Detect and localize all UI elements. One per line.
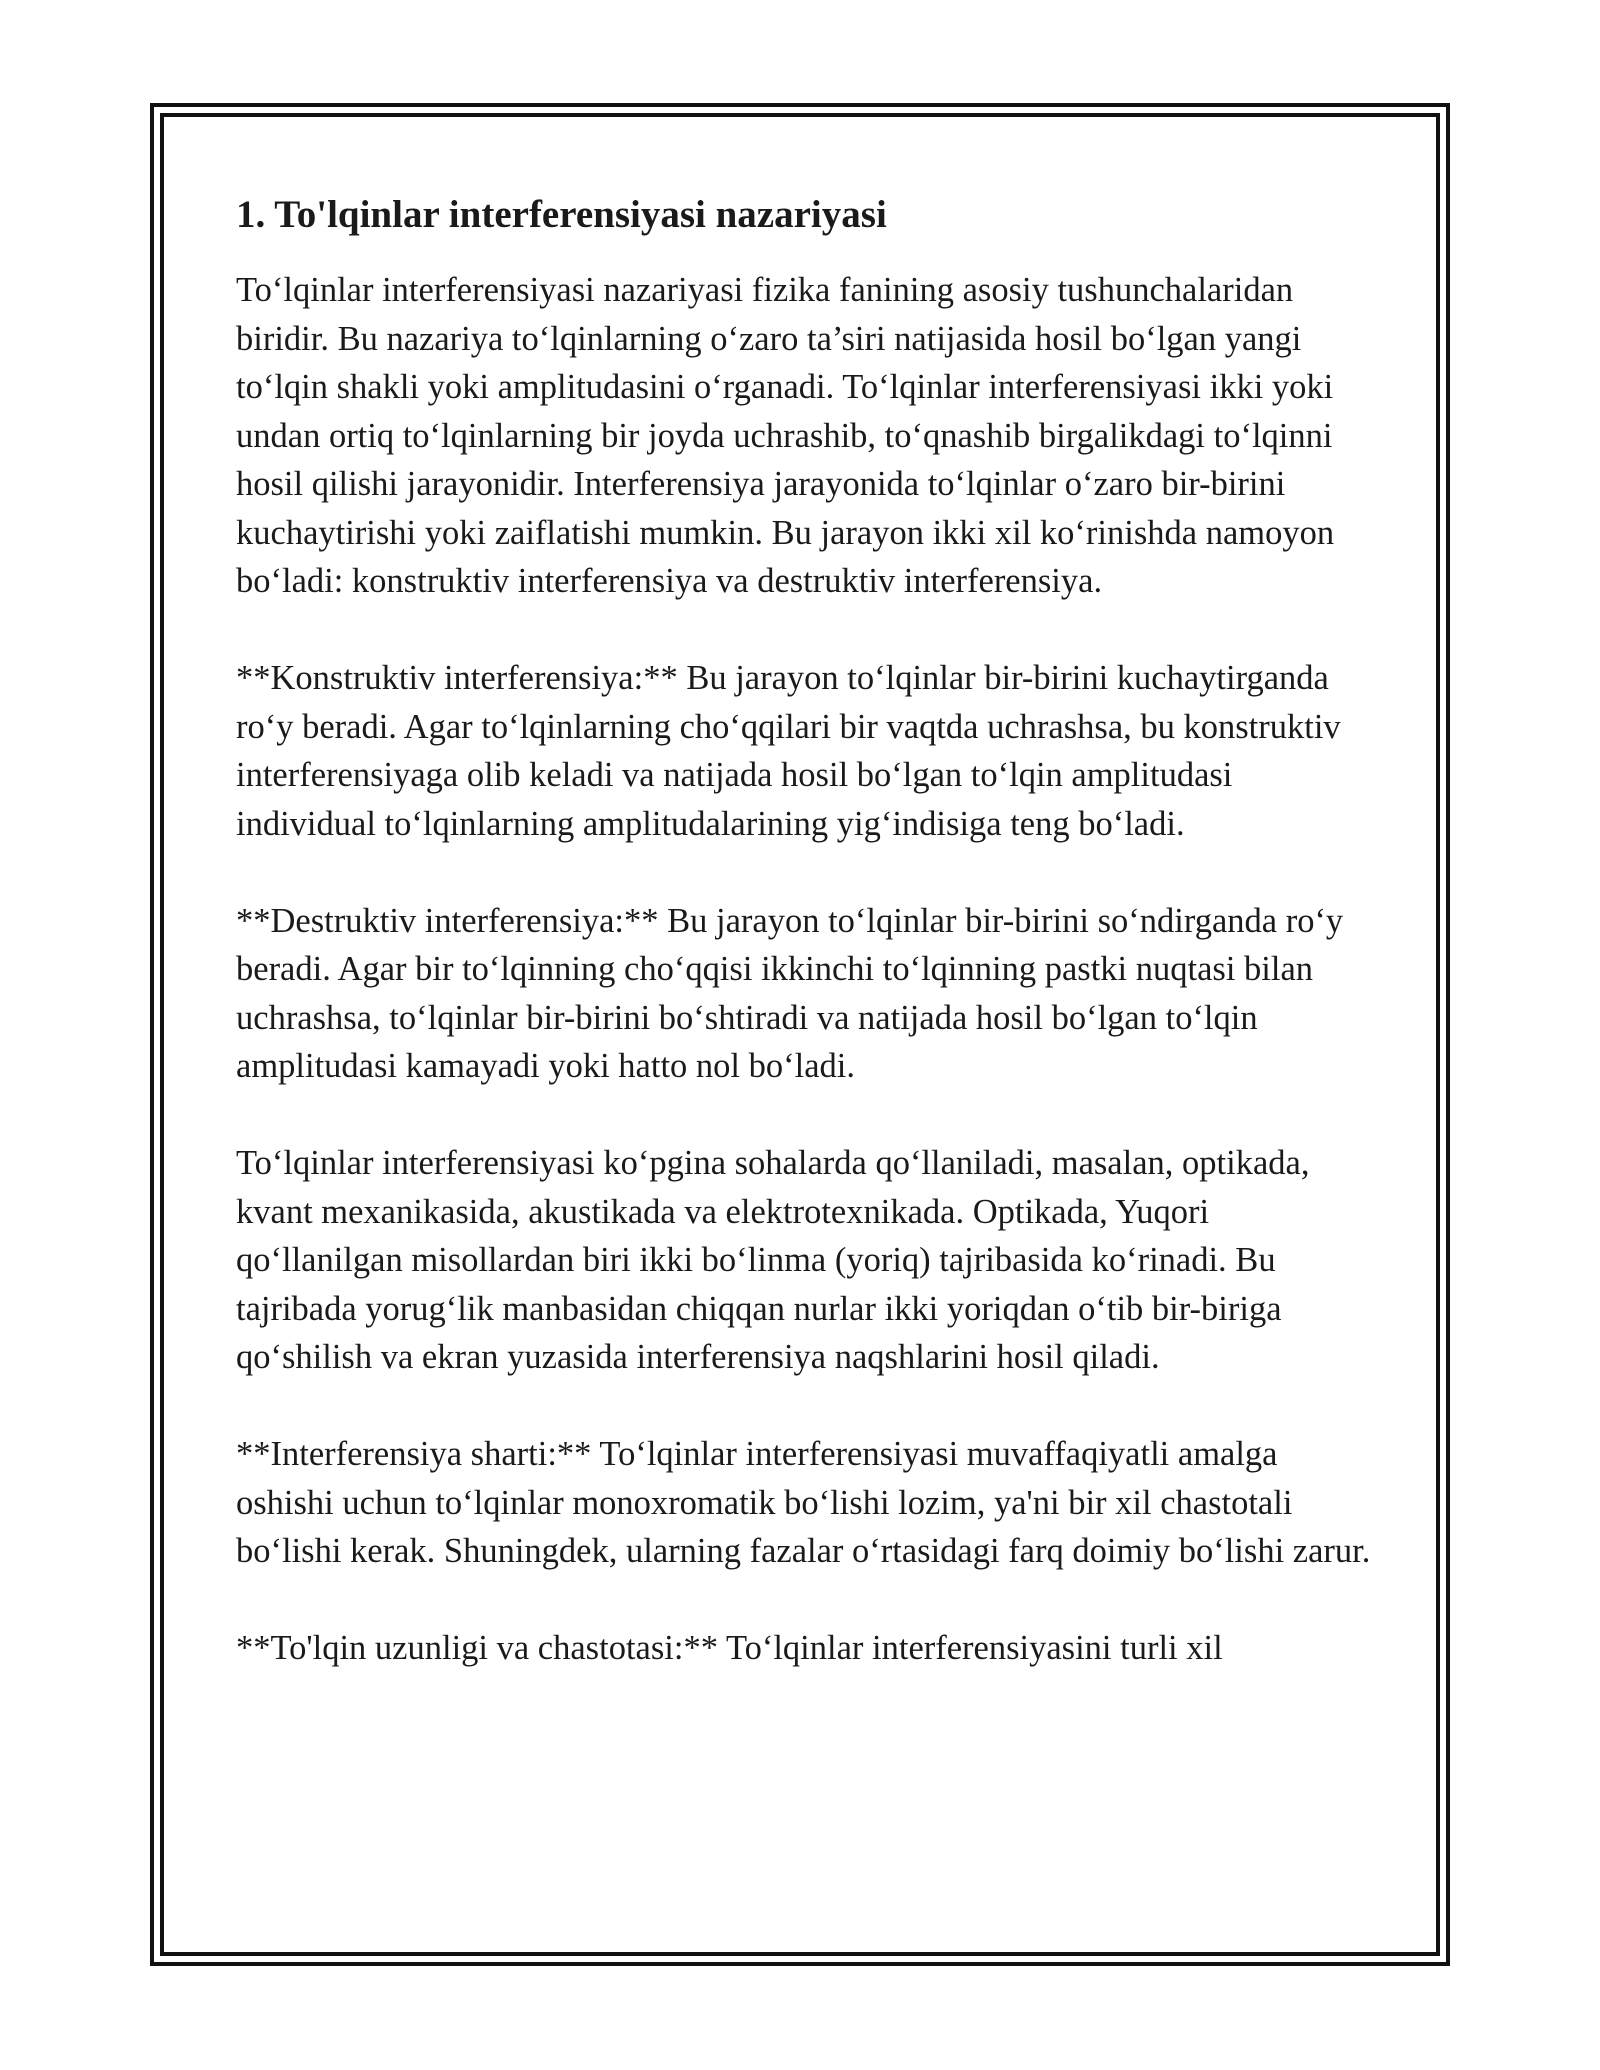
document-body bbox=[236, 190, 1376, 1721]
paragraph-wavelength: **To'lqin uzunligi va chastotasi:** To‘lqinlar interferensiyasini turli xil bbox=[236, 1629, 1223, 1667]
paragraph-constructive: **Konstruktiv interferensiya:** Bu jarayon to‘lqinlar bir-birini kuchaytirganda ro‘y beradi. Agar to‘lqinlarning cho‘qqilari bir vaqtda uchrashsa, bu konstruktiv interferensiyaga olib keladi va natijada hosil bo‘lgan to‘lqin amplitudasi individual to‘lqinlarning amplitudalarining yig‘indisiga teng bo‘ladi. bbox=[236, 659, 1341, 843]
paragraph-intro: To‘lqinlar interferensiyasi nazariyasi fizika fanining asosiy tushunchalaridan biridir. Bu nazariya to‘lqinlarning o‘zaro ta’siri natijasida hosil bo‘lgan yangi to‘lqin shakli yoki amplitudasini o‘rganadi. To‘lqinlar interferensiyasi ikki yoki undan ortiq to‘lqinlarning bir joyda uchrashib, to‘qnashib birgalikdagi to‘lqinni hosil qilishi jarayonidir. Interferensiya jarayonida to‘lqinlar o‘zaro bir-birini kuchaytirishi yoki zaiflatishi mumkin. Bu jarayon ikki xil ko‘rinishda namoyon bo‘ladi: konstruktiv interferensiya va destruktiv interferensiya. bbox=[236, 271, 1335, 600]
paragraph-condition: **Interferensiya sharti:** To‘lqinlar interferensiyasi muvaffaqiyatli amalga oshishi uchun to‘lqinlar monoxromatik bo‘lishi lozim, ya'ni bir xil chastotali bo‘lishi kerak. Shuningdek, ularning fazalar o‘rtasidagi farq doimiy bo‘lishi zarur. bbox=[236, 1435, 1371, 1570]
section-heading: 1. To'lqinlar interferensiyasi nazariyasi bbox=[236, 193, 887, 236]
paragraph-destructive: **Destruktiv interferensiya:** Bu jarayon to‘lqinlar bir-birini so‘ndirganda ro‘y beradi. Agar bir to‘lqinning cho‘qqisi ikkinchi to‘lqinning pastki nuqtasi bilan uchrashsa, to‘lqinlar bir-birini bo‘shtiradi va natijada hosil bo‘lgan to‘lqin amplitudasi kamayadi yoki hatto nol bo‘ladi. bbox=[236, 901, 1344, 1085]
paragraph-applications: To‘lqinlar interferensiyasi ko‘pgina sohalarda qo‘llaniladi, masalan, optikada, kvant mexanikasida, akustikada va elektrotexnikada. Optikada, Yuqori qo‘llanilgan misollardan biri ikki bo‘linma (yoriq) tajribasida ko‘rinadi. Bu tajribada yorug‘lik manbasidan chiqqan nurlar ikki yoriqdan o‘tib bir-biriga qo‘shilish va ekran yuzasida interferensiya naqshlarini hosil qiladi. bbox=[236, 1144, 1310, 1376]
